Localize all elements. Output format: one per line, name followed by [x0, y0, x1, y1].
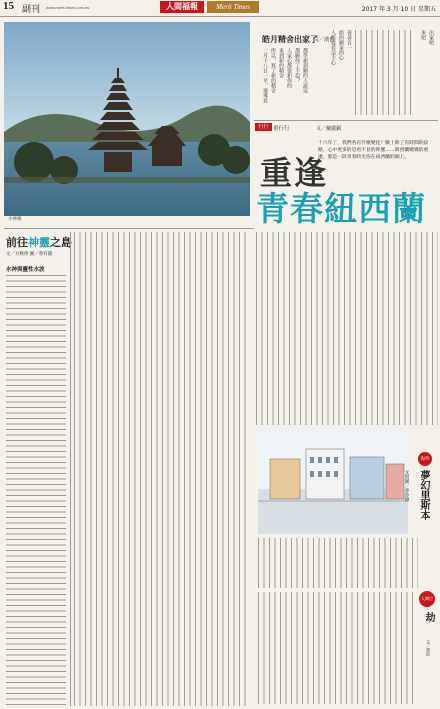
brand-name: Merit Times [207, 1, 259, 13]
bottom-author: 文／賈辰 [426, 640, 431, 656]
left-article-title [6, 234, 72, 250]
dream-body-text [258, 538, 418, 588]
divider [254, 120, 438, 121]
feature-author: 文／戴麗釧 [316, 126, 342, 132]
photo-caption: 水神廟 [8, 217, 22, 222]
divider [4, 228, 254, 229]
newspaper-logo: 人間福報 [160, 1, 204, 13]
poem-line: 來吧 [420, 30, 426, 40]
title-prefix: 前往 [6, 236, 28, 249]
body-text-column [6, 275, 66, 705]
feature-kicker: 行行 [255, 123, 272, 131]
site-url: www.merit-times.com.tw [46, 5, 90, 10]
poem-author: 文／漢也 [314, 37, 335, 43]
poem-line: 都學新到願的人說這 [302, 48, 308, 93]
poem-line: 出家吧 [428, 30, 434, 45]
poem-line: 人能從看這主心 [330, 30, 336, 65]
poem-title: 皓月精舍出家了 [262, 34, 318, 44]
column-divider [70, 232, 71, 706]
temple-illustration [4, 22, 250, 216]
poem-line: 皓的願家的心 [338, 30, 344, 60]
feature-intro: 十六年了，我們各有什麼變化？臉上除了有時間的紋路，心中更多的是看不見的經歷……與西蘭媽媽的重逢，那是一段青春時光你在紐西蘭的湖上。 [318, 141, 429, 160]
page-number: 15 [3, 0, 14, 12]
dream-author: 文與圖／李冷辯 [405, 470, 410, 502]
bottom-tag: 人間行 [419, 591, 435, 607]
feature-body-text [74, 232, 250, 706]
dream-title: 夢幻里斯本 [418, 470, 429, 520]
poem-line: 二月十八日一早，連導看 [262, 48, 268, 103]
dream-tag: 海外 [418, 452, 432, 466]
bottom-body-text [258, 592, 416, 704]
poem-text-block [355, 30, 415, 115]
title-suffix: 之島 [50, 236, 72, 249]
temple-photo [4, 22, 250, 216]
watercolor-painting [258, 429, 408, 534]
poem-line: 都願你了不起？ [294, 48, 300, 83]
feature-title-main: 重逢 [260, 154, 329, 192]
poem-line: 所以，寫了新的精舍 [270, 48, 276, 93]
poem-line: 來到新的精舍 [278, 48, 284, 78]
section-label: 副刊 [22, 5, 41, 15]
feature-body-text [256, 232, 438, 425]
bottom-title: 劫 [423, 612, 434, 622]
left-article-subtitle: 水神與靈性水波 [6, 267, 45, 273]
feature-title-sub: 青春紐西蘭 [256, 189, 426, 228]
lisbon-illustration [258, 429, 408, 534]
feature-kicker-rest: 重行行 [273, 126, 290, 132]
poem-line: 人家心都很和你的 [286, 48, 292, 88]
title-highlight: 神靈 [28, 236, 50, 249]
issue-date: 2017 年 3 月 10 日 星期五 [361, 6, 436, 13]
poem-line: 善善自一 [346, 30, 352, 50]
left-article-author: 文／方秋停 圖／曾有隆 [6, 251, 53, 256]
